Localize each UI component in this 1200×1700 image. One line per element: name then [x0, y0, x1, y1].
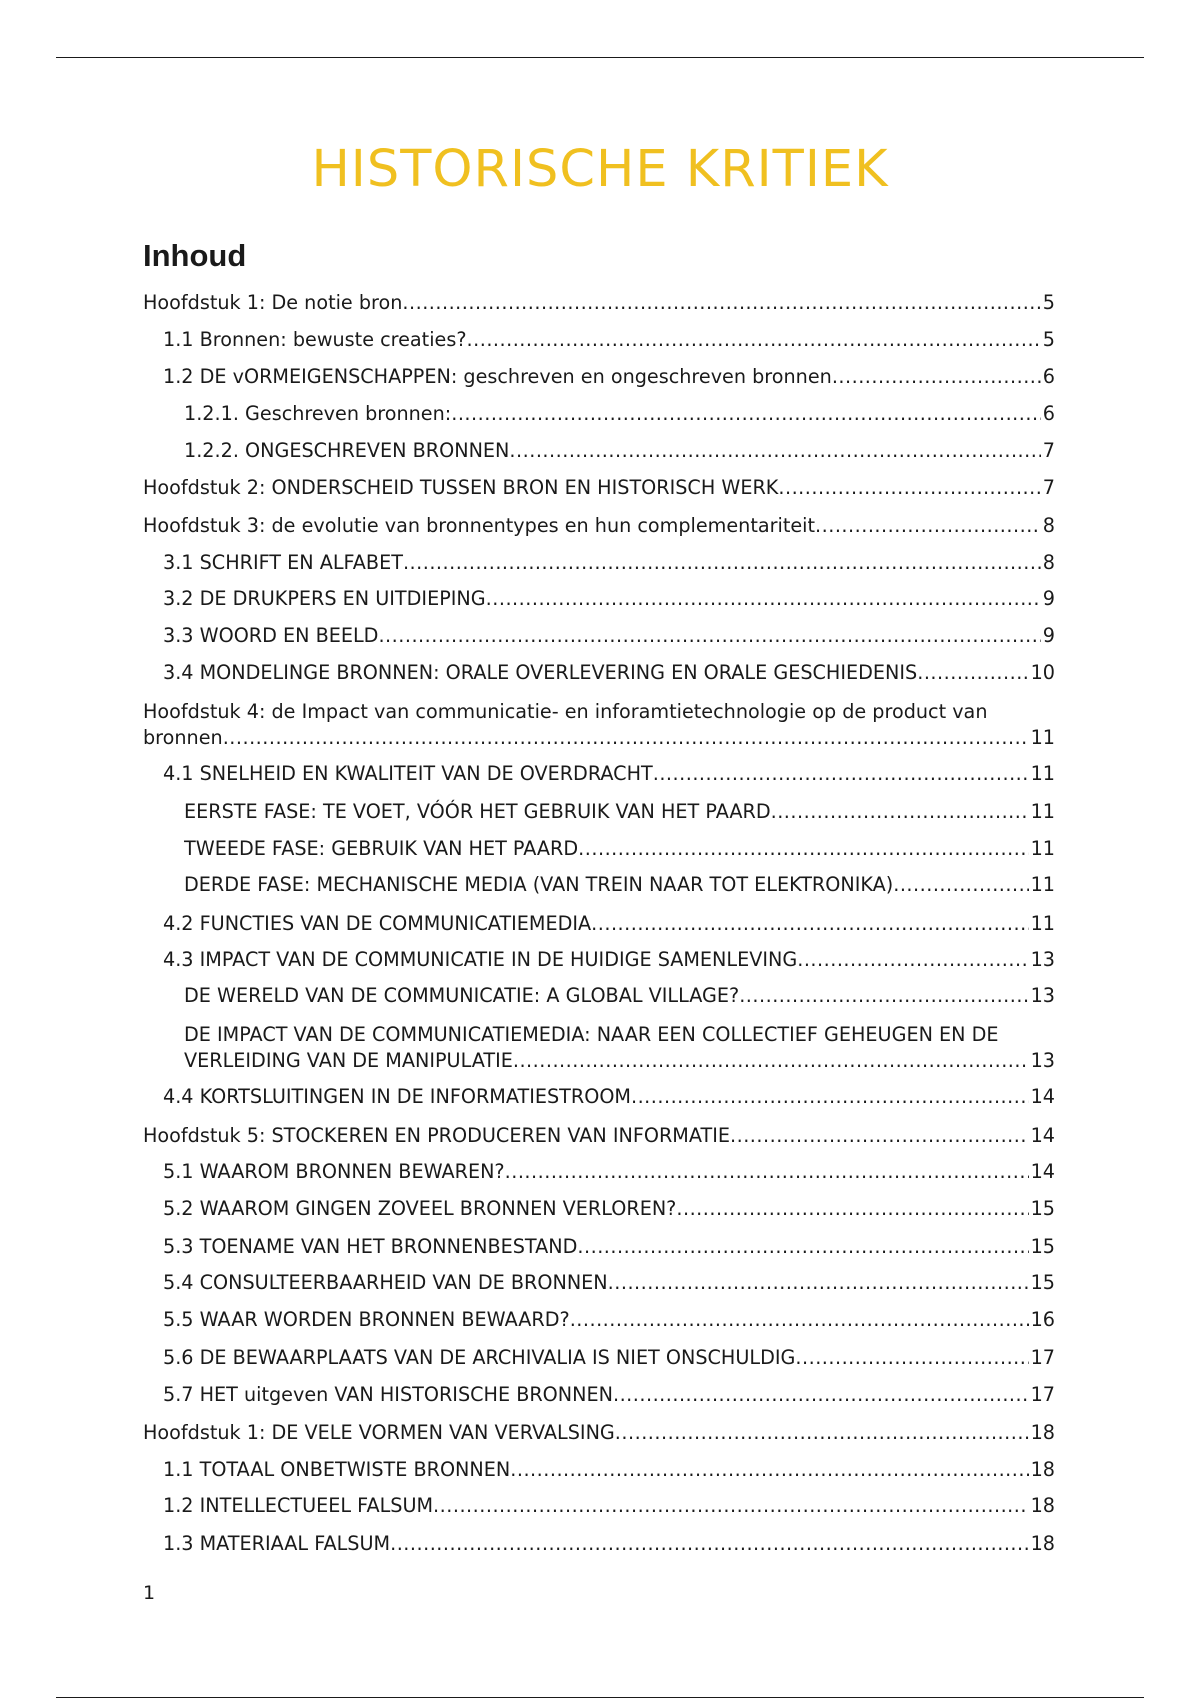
toc-entry[interactable] [163, 1159, 1055, 1185]
toc-entry-text: DE WERELD VAN DE COMMUNICATIE: A GLOBAL VILLAGE? [184, 984, 740, 1007]
toc-entry[interactable] [163, 911, 1055, 937]
toc-entry-page: 5 [1042, 291, 1055, 314]
toc-entry-text: 1.1 TOTAAL ONBETWISTE BRONNEN [163, 1458, 511, 1481]
toc-leader-dots [815, 513, 1041, 539]
toc-entry[interactable] [184, 401, 1055, 427]
toc-entry-text: bronnen [143, 726, 223, 749]
toc-entry[interactable] [184, 1022, 1055, 1074]
toc-entry-text-line1: DE IMPACT VAN DE COMMUNICATIEMEDIA: NAAR EEN COLLECTIEF GEHEUGEN EN DE [184, 1023, 999, 1046]
toc-entry-page: 11 [1030, 912, 1055, 935]
toc-entry-page: 18 [1030, 1494, 1055, 1517]
toc-entry-text: Hoofdstuk 1: De notie bron [143, 291, 403, 314]
footer-rule [56, 1697, 1144, 1698]
toc-entry-text: Hoofdstuk 2: ONDERSCHEID TUSSEN BRON EN HISTORISCH WERK [143, 476, 779, 499]
toc-leader-dots [797, 947, 1028, 973]
toc-leader-dots [739, 983, 1028, 1009]
toc-entry-page: 11 [1030, 873, 1055, 896]
toc-leader-dots [451, 401, 1041, 427]
toc-leader-dots [795, 1345, 1028, 1371]
toc-entry-page: 13 [1030, 948, 1055, 971]
toc-heading: Inhoud [143, 238, 247, 273]
toc-leader-dots [433, 1493, 1029, 1519]
toc-entry[interactable] [143, 699, 1055, 751]
toc-entry[interactable] [163, 1196, 1055, 1222]
toc-entry-page: 5 [1042, 328, 1055, 351]
document-title: HISTORISCHE KRITIEK [311, 140, 889, 199]
toc-entry[interactable] [163, 550, 1055, 576]
toc-leader-dots [778, 475, 1040, 501]
toc-entry-text: Hoofdstuk 5: STOCKEREN EN PRODUCEREN VAN INFORMATIE [143, 1124, 730, 1147]
toc-entry-text: 5.5 WAAR WORDEN BRONNEN BEWAARD? [163, 1308, 570, 1331]
toc-entry-page: 6 [1042, 402, 1055, 425]
toc-entry[interactable] [184, 983, 1055, 1009]
toc-entry-text: 5.2 WAAROM GINGEN ZOVEEL BRONNEN VERLOREN? [163, 1197, 677, 1220]
toc-leader-dots [505, 1159, 1029, 1185]
toc-entry[interactable] [163, 761, 1055, 787]
toc-entry-text: 3.2 DE DRUKPERS EN UITDIEPING [163, 587, 486, 610]
toc-entry[interactable] [143, 475, 1055, 501]
toc-entry[interactable] [163, 947, 1055, 973]
toc-entry[interactable] [163, 660, 1055, 686]
toc-entry[interactable] [163, 1084, 1055, 1110]
toc-entry[interactable] [184, 836, 1055, 862]
toc-leader-dots [570, 1307, 1029, 1333]
toc-entry-text: Hoofdstuk 1: DE VELE VORMEN VAN VERVALSING [143, 1421, 615, 1444]
toc-entry-page: 18 [1030, 1421, 1055, 1444]
toc-entry-page: 14 [1030, 1160, 1055, 1183]
toc-entry[interactable] [184, 872, 1055, 898]
toc-leader-dots [917, 660, 1028, 686]
toc-entry-page: 14 [1030, 1085, 1055, 1108]
toc-entry[interactable] [163, 623, 1055, 649]
toc-entry-text-line1: Hoofdstuk 4: de Impact van communicatie- en inforamtietechnologie op de product van [143, 700, 988, 723]
toc-entry-text: 5.4 CONSULTEERBAARHEID VAN DE BRONNEN [163, 1271, 608, 1294]
page-number: 1 [143, 1582, 156, 1604]
toc-leader-dots [893, 872, 1028, 898]
toc-entry[interactable] [163, 586, 1055, 612]
toc-leader-dots [730, 1123, 1029, 1149]
toc-entry-text: 3.1 SCHRIFT EN ALFABET [163, 551, 403, 574]
toc-entry-text: DERDE FASE: MECHANISCHE MEDIA (VAN TREIN NAAR TOT ELEKTRONIKA) [184, 873, 894, 896]
toc-entry[interactable] [163, 1307, 1055, 1333]
toc-entry-text: 5.3 TOENAME VAN HET BRONNENBESTAND [163, 1235, 578, 1258]
toc-leader-dots [771, 799, 1029, 825]
toc-entry-text: 1.3 MATERIAAL FALSUM [163, 1532, 391, 1555]
toc-leader-dots [403, 550, 1041, 576]
toc-entry-page: 11 [1030, 837, 1055, 860]
toc-leader-dots [613, 1382, 1029, 1408]
toc-entry-text: 5.1 WAAROM BRONNEN BEWAREN? [163, 1160, 505, 1183]
toc-entry-page: 13 [1030, 984, 1055, 1007]
toc-entry-page: 10 [1030, 661, 1055, 684]
toc-entry[interactable] [163, 1345, 1055, 1371]
toc-entry[interactable] [143, 1420, 1055, 1446]
toc-leader-dots [615, 1420, 1029, 1446]
toc-entry-text: 1.2.2. ONGESCHREVEN BRONNEN [184, 439, 510, 462]
toc-leader-dots [653, 761, 1029, 787]
toc-entry-page: 15 [1030, 1271, 1055, 1294]
toc-entry[interactable] [163, 1457, 1055, 1483]
toc-entry-text: 5.6 DE BEWAARPLAATS VAN DE ARCHIVALIA IS NIET ONSCHULDIG [163, 1346, 796, 1369]
toc-entry-text: EERSTE FASE: TE VOET, VÓÓR HET GEBRUIK VAN HET PAARD [184, 800, 771, 823]
toc-entry-text: 4.4 KORTSLUITINGEN IN DE INFORMATIESTROOM [163, 1085, 631, 1108]
toc-entry-page: 13 [1030, 1049, 1055, 1072]
toc-entry-page: 9 [1042, 624, 1055, 647]
toc-entry[interactable] [163, 1493, 1055, 1519]
toc-entry[interactable] [143, 513, 1055, 539]
toc-entry-text: 4.2 FUNCTIES VAN DE COMMUNICATIEMEDIA [163, 912, 592, 935]
toc-entry-text: Hoofdstuk 3: de evolutie van bronnentypes en hun complementariteit [143, 514, 816, 537]
toc-entry-text: 1.2 DE vORMEIGENSCHAPPEN: geschreven en ongeschreven bronnen [163, 365, 832, 388]
toc-entry-text: VERLEIDING VAN DE MANIPULATIE [184, 1049, 513, 1072]
toc-leader-dots [577, 1234, 1028, 1260]
toc-leader-dots [486, 586, 1041, 612]
toc-leader-dots [578, 836, 1028, 862]
toc-entry[interactable] [163, 1382, 1055, 1408]
toc-leader-dots [467, 327, 1041, 353]
toc-entry-page: 9 [1042, 587, 1055, 610]
toc-entry-page: 17 [1030, 1383, 1055, 1406]
toc-leader-dots [631, 1084, 1029, 1110]
toc-leader-dots [509, 438, 1040, 464]
toc-leader-dots [223, 725, 1029, 751]
toc-entry-page: 17 [1030, 1346, 1055, 1369]
toc-entry-page: 8 [1042, 551, 1055, 574]
toc-entry-text: 4.3 IMPACT VAN DE COMMUNICATIE IN DE HUIDIGE SAMENLEVING [163, 948, 798, 971]
toc-entry-page: 11 [1030, 762, 1055, 785]
toc-entry-page: 7 [1042, 476, 1055, 499]
toc-entry[interactable] [163, 364, 1055, 390]
toc-leader-dots [510, 1457, 1028, 1483]
toc-leader-dots [608, 1270, 1029, 1296]
toc-entry-page: 6 [1042, 365, 1055, 388]
toc-entry[interactable] [163, 1531, 1055, 1557]
toc-entry[interactable] [143, 290, 1055, 316]
toc-entry-text: 4.1 SNELHEID EN KWALITEIT VAN DE OVERDRACHT [163, 762, 653, 785]
toc-entry-text: 1.2.1. Geschreven bronnen: [184, 402, 452, 425]
toc-leader-dots [513, 1048, 1029, 1074]
toc-leader-dots [390, 1531, 1028, 1557]
toc-entry[interactable] [163, 1234, 1055, 1260]
toc-leader-dots [591, 911, 1028, 937]
toc-entry-page: 18 [1030, 1532, 1055, 1555]
toc-entry-page: 7 [1042, 439, 1055, 462]
toc-entry-text: TWEEDE FASE: GEBRUIK VAN HET PAARD [184, 837, 579, 860]
toc-entry[interactable] [184, 438, 1055, 464]
toc-entry-page: 16 [1030, 1308, 1055, 1331]
toc-entry[interactable] [163, 1270, 1055, 1296]
toc-entry-text: 5.7 HET uitgeven VAN HISTORISCHE BRONNEN [163, 1383, 613, 1406]
toc-entry-text: 1.1 Bronnen: bewuste creaties? [163, 328, 467, 351]
toc-entry-text: 3.3 WOORD EN BEELD [163, 624, 379, 647]
toc-leader-dots [832, 364, 1041, 390]
toc-entry-page: 14 [1030, 1124, 1055, 1147]
toc-leader-dots [378, 623, 1040, 649]
toc-entry-page: 15 [1030, 1197, 1055, 1220]
toc-entry[interactable] [143, 1123, 1055, 1149]
toc-entry[interactable] [163, 327, 1055, 353]
toc-entry-text: 1.2 INTELLECTUEEL FALSUM [163, 1494, 434, 1517]
toc-entry-page: 11 [1030, 800, 1055, 823]
toc-entry-page: 8 [1042, 514, 1055, 537]
toc-leader-dots [676, 1196, 1028, 1222]
toc-leader-dots [402, 290, 1040, 316]
toc-entry-page: 11 [1030, 726, 1055, 749]
toc-entry-text: 3.4 MONDELINGE BRONNEN: ORALE OVERLEVERING EN ORALE GESCHIEDENIS [163, 661, 918, 684]
toc-entry[interactable] [184, 799, 1055, 825]
toc-entry-page: 15 [1030, 1235, 1055, 1258]
toc-entry-page: 18 [1030, 1458, 1055, 1481]
